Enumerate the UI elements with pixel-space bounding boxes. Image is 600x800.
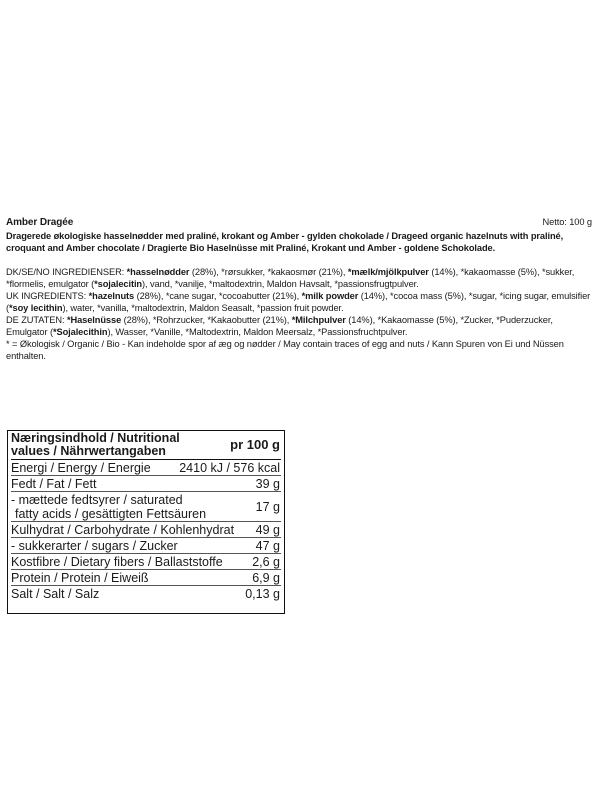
nutrient-name: Protein / Protein / Eiweiß [11,571,149,585]
organic-footnote: * = Økologisk / Organic / Bio - Kan indeholde spor af æg og nødder / May contain traces of egg and nuts / Kann Spuren von Ei und Nüssen enthalten. [6,339,564,361]
title-row [6,216,594,229]
allergen-text: *milk powder [301,291,359,301]
product-description: Dragerede økologiske hasselnødder med praliné, krokant og Amber - gylden chokolade / Drageed organic hazelnuts with praliné, croquant and Amber chocolate / Dragierte Bio Haselnüsse mit Praliné, Krokant und Amber - goldene Schokolade. [6,231,564,253]
nutrient-name: Fedt / Fat / Fett [11,477,97,491]
product-label [6,216,594,362]
nutrition-row-protein [11,570,281,586]
ingredients-dk [6,266,594,290]
nutrient-name: Kulhydrat / Carbohydrate / Kohlenhydrat [11,523,235,537]
ingredients-text: (14%), *cocoa mass (5%), *sugar, *icing sugar, emulsifier ( [6,291,591,313]
nutrient-value: 0,13 g [245,587,280,601]
nutrient-name: - sukkerarter / sugars / Zucker [11,539,178,553]
nutrient-name-line1: - mættede fedtsyrer / saturated [11,493,183,507]
allergen-text: *hasselnødder [126,267,190,277]
nutrient-value: 39 g [255,477,280,491]
ingredients-dk-label: DK/SE/NO INGREDIENSER: [6,267,127,277]
ingredients-text: (14%), *Kakaomasse (5%), *Zucker, *Puderzucker, Emulgator ( [6,315,553,337]
nutrient-value: 2410 kJ / 576 kcal [179,461,280,475]
ingredients-text: ), vand, *vanilje, *maltodextrin, Maldon Havsalt, *passionsfrugtpulver. [142,279,419,289]
per-100g-label: pr 100 g [230,437,280,452]
nutrition-row-energy [11,460,281,476]
allergen-text: *sojalecitin [94,279,143,289]
nutrition-title [11,432,180,458]
nutrition-row-saturated [11,492,281,522]
ingredients-text: (14%), *kakaomasse (5%), *sukker, *flormelis, emulgator ( [6,267,575,289]
nutrition-header [11,432,281,460]
allergen-text: *mælk/mjölkpulver [347,267,429,277]
nutrient-value: 2,6 g [252,555,280,569]
nutrient-value: 49 g [255,523,280,537]
nutrient-name [11,493,256,521]
nutrient-value: 47 g [255,539,280,553]
nutrition-table [7,430,285,614]
nutrition-title-line2: values / Nährwertangaben [11,444,166,458]
ingredients-text: ), Wasser, *Vanille, *Maltodextrin, Maldon Meersalz, *Passionsfruchtpulver. [107,327,408,337]
nutrition-row-fat [11,476,281,492]
nutrition-title-line1: Næringsindhold / Nutritional [11,431,180,445]
ingredients-text: (28%), *cane sugar, *cocoabutter (21%), [134,291,302,301]
nutrient-value: 17 g [255,500,280,514]
ingredients-uk [6,290,594,314]
allergen-text: *Milchpulver [291,315,346,325]
ingredients-uk-label: UK INGREDIENTS: [6,291,89,301]
product-title: Amber Dragée [6,217,74,228]
nutrition-row-carbohydrate [11,522,281,538]
allergen-text: *Sojalecithin [52,327,108,337]
allergen-text: *hazelnuts [88,291,135,301]
nutrition-row-fibre [11,554,281,570]
ingredients-de-label: DE ZUTATEN: [6,315,67,325]
nutrient-name-line2: fatty acids / gesättigten Fettsäuren [15,507,207,521]
nutrient-name: Salt / Salt / Salz [11,587,100,601]
nutrient-value: 6,9 g [252,571,280,585]
nutrient-name: Kostfibre / Dietary fibers / Ballaststoffe [11,555,223,569]
net-weight: Netto: 100 g [542,217,592,227]
nutrient-name: Energi / Energy / Energie [11,461,151,475]
spacer [6,254,594,266]
allergen-text: *soy lecithin [9,303,63,313]
ingredients-text: (28%), *rørsukker, *kakaosmør (21%), [189,267,348,277]
ingredients-text: ), water, *vanilla, *maltodextrin, Maldon Seasalt, *passion fruit powder. [62,303,344,313]
nutrition-row-sugars [11,538,281,554]
ingredients-text: (28%), *Rohrzucker, *Kakaobutter (21%), [121,315,292,325]
ingredients-de [6,314,594,338]
nutrition-row-salt [11,586,281,601]
allergen-text: *Haselnüsse [66,315,122,325]
